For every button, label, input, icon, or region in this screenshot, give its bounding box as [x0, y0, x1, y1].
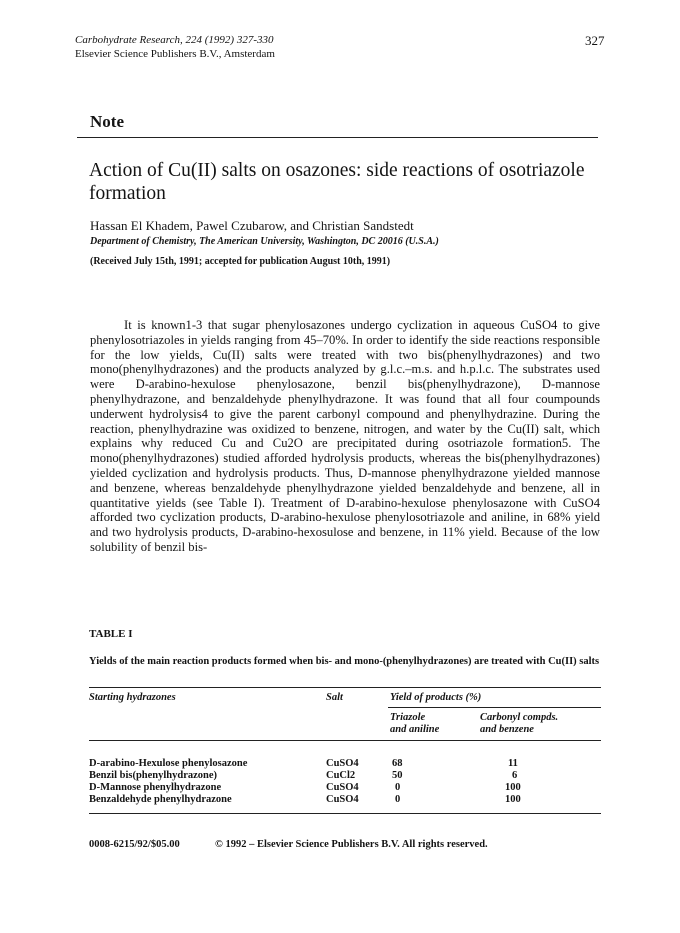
table-cell-carbonyl: 11 [508, 758, 518, 769]
table-cell-hydrazone: Benzil bis(phenylhydrazone) [89, 770, 218, 781]
table-cell-triazole: 0 [395, 782, 401, 793]
header-triazole-1: Triazole [390, 712, 426, 723]
header-starting-hydrazones: Starting hydrazones [89, 692, 176, 703]
table-top-rule [89, 687, 601, 688]
yield-subrule [388, 707, 601, 708]
article-title: Action of Cu(II) salts on osazones: side reactions of osotriazole formation [89, 160, 585, 204]
table-cell-hydrazone: D-Mannose phenylhydrazone [89, 782, 222, 793]
header-carbonyl-2: and benzene [480, 724, 534, 735]
header-triazole-2: and aniline [390, 724, 440, 735]
article-authors: Hassan El Khadem, Pawel Czubarow, and Christian Sandstedt [90, 218, 414, 233]
table-cell-hydrazone: Benzaldehyde phenylhydrazone [89, 794, 232, 805]
table-cell-salt: CuSO4 [326, 794, 359, 805]
table-bottom-rule [89, 813, 601, 814]
header-yield: Yield of products (%) [390, 692, 482, 703]
journal-citation: Carbohydrate Research, 224 (1992) 327-330 [75, 34, 274, 46]
table-cell-carbonyl: 6 [512, 770, 518, 781]
received-dates: (Received July 15th, 1991; accepted for publication August 10th, 1991) [90, 256, 391, 267]
table-cell-salt: CuCl2 [326, 770, 356, 781]
table-cell-triazole: 0 [395, 794, 401, 805]
author-affiliation: Department of Chemistry, The American University, Washington, DC 20016 (U.S.A.) [90, 236, 439, 247]
header-carbonyl-1: Carbonyl compds. [480, 712, 559, 723]
table-caption: Yields of the main reaction products formed when bis- and mono-(phenylhydrazones) are treated with Cu(II) salts [89, 656, 600, 667]
footer-code: 0008-6215/92/$05.00 [89, 839, 180, 850]
table-cell-triazole: 50 [392, 770, 403, 781]
table-cell-salt: CuSO4 [326, 758, 359, 769]
section-rule [77, 137, 598, 138]
table-cell-carbonyl: 100 [505, 794, 521, 805]
table-cell-triazole: 68 [392, 758, 403, 769]
footer-copyright: © 1992 – Elsevier Science Publishers B.V. All rights reserved. [215, 839, 488, 850]
table-cell-hydrazone: D-arabino-Hexulose phenylosazone [89, 758, 248, 769]
page-number: 327 [585, 33, 605, 48]
section-label: Note [90, 112, 124, 131]
body-paragraph: It is known1-3 that sugar phenylosazones undergo cyclization in aqueous CuSO4 to give phenylosotriazoles in yields ranging from 45–70%. In order to identify the side reactions responsible for the low yields, Cu(II) salts were treated with two bis(phenylhydrazones) and two mono(phenylhydrazones) and the products analyzed by g.l.c.–m.s. and h.p.l.c. The substrates used were D-arabino-hexulose phenylosazone, benzil bis(phenylhydrazone), D-mannose phenylhydrazone, and benzaldehyde phenylhydrazone. It was found that all four coumpounds underwent hydrolysis4 to give the parent carbonyl compound and phenylhydrazine. During the reaction, phenylhydrazine was oxidized to benzene, nitrogen, and water by the Cu(II) salt, which explains why reduced Cu and Cu2O are precipitated during osotriazole formation5. The mono(phenylhydrazones) studied afforded hydrolysis products, whereas the bis(phenylhydrazones) yielded cyclization and hydrolysis products. Thus, D-mannose phenylhydrazone yielded mannose and benzene, whereas benzaldehyde phenylhydrazone yielded benzaldehyde and benzene, all in quantitative yields (see Table I). Treatment of D-arabino-hexulose phenylosazone with CuSO4 afforded two cyclization products, D-arabino-hexulose phenylosotriazole and aniline, in 68% yield and two hydrolysis products, D-arabino-hexosulose and benzene, in 11% yield. Because of the low solubility of benzil bis- [90, 318, 600, 554]
table-header-rule [89, 740, 601, 741]
table-cell-salt: CuSO4 [326, 782, 359, 793]
header-salt: Salt [326, 692, 343, 703]
publisher-line: Elsevier Science Publishers B.V., Amsterdam [75, 48, 275, 60]
table-label: TABLE I [89, 628, 133, 640]
table-cell-carbonyl: 100 [505, 782, 521, 793]
